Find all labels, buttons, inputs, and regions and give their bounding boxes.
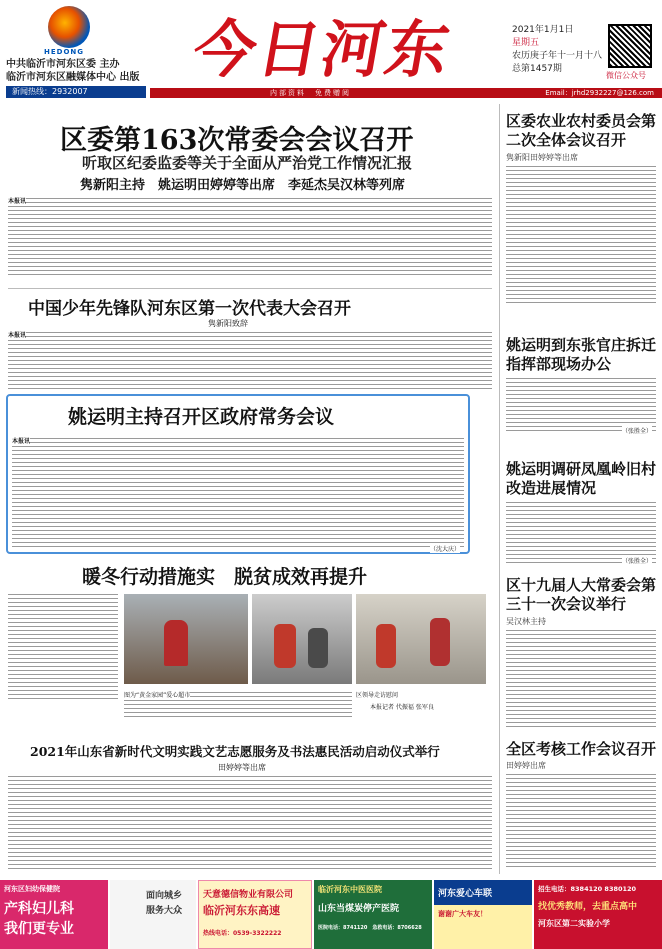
ad-property-line3: 热线电话：0539-3322222 — [203, 930, 282, 937]
culture-body-text — [8, 774, 492, 870]
youth-body-text — [8, 330, 492, 390]
gov-body-text — [12, 436, 464, 548]
newspaper-title: 今日河东 — [187, 13, 457, 86]
side-headline-5[interactable]: 全区考核工作会议召开 — [506, 740, 657, 758]
winter-caption-2: 区领导走访慰问 — [356, 692, 399, 699]
side-body-5 — [506, 772, 656, 868]
winter-photo-1 — [124, 594, 248, 684]
lead-subtitle: 听取区纪委监委等关于全面从严治党工作情况汇报 — [82, 154, 413, 172]
lead-kicker: 本报讯 — [8, 198, 27, 205]
ad-school[interactable] — [534, 880, 662, 949]
culture-headline[interactable]: 2021年山东省新时代文明实践文艺志愿服务及书法惠民活动启动仪式举行 — [30, 744, 440, 759]
side-body-4 — [506, 628, 656, 728]
ad-property[interactable] — [198, 880, 312, 949]
side-byline-5: 田婷婷出席 — [506, 761, 546, 770]
winter-reporter: 本报记者 代振福 张军良 — [370, 704, 434, 711]
date-box — [512, 24, 604, 76]
hedong-logo-icon — [48, 6, 90, 48]
side-byline-1: 隽新阳田婷婷等出席 — [506, 153, 578, 162]
side-body-1 — [506, 164, 656, 304]
side-headline-4[interactable]: 区十九届人大常委会第三十一次会议举行 — [506, 576, 657, 613]
gov-kicker: 本报讯 — [12, 438, 31, 445]
lunar-date: 农历庚子年十一月十八 — [512, 51, 603, 61]
ad-hospital[interactable] — [314, 880, 432, 949]
ad-school-line2: 找优秀教师，去重点高中 — [538, 902, 638, 912]
ad-service-line2: 服务大众 — [146, 906, 183, 916]
ad-car-line2: 谢谢广大车友！ — [438, 910, 487, 918]
ad-property-line1: 天意德信物业有限公司 — [203, 890, 294, 900]
logo-text: HEDONG — [44, 48, 85, 56]
email: Email：jrhd2932227@126.com — [545, 89, 654, 97]
ad-maternity-line3: 我们更专业 — [4, 921, 74, 937]
header-bar — [150, 88, 662, 98]
winter-headline[interactable]: 暖冬行动措施实 脱贫成效再提升 — [82, 566, 368, 588]
issue-number: 总第1457期 — [512, 64, 562, 74]
ad-hospital-line2: 山东当煤炭停产医院 — [318, 904, 400, 914]
ad-maternity-line1: 河东区妇幼保健院 — [4, 885, 60, 893]
gov-tag: （沈大庆） — [430, 546, 461, 553]
ad-hospital-line3: 医院电话：8741120 急救电话：8706628 — [318, 925, 422, 931]
lead-body-text — [8, 196, 492, 278]
winter-photo-2 — [252, 594, 352, 684]
weekday: 星期五 — [512, 38, 540, 48]
winter-photo-3 — [356, 594, 486, 684]
sponsor-line-1: 中共临沂市河东区委 主办 — [6, 59, 120, 70]
ad-car[interactable] — [434, 880, 532, 949]
sponsor-line-2: 临沂市河东区融媒体中心 出版 — [6, 72, 140, 83]
lead-headline[interactable]: 区委第163次常委会会议召开 — [60, 125, 414, 156]
gov-headline[interactable]: 姚运明主持召开区政府常务会议 — [68, 406, 335, 428]
youth-author: 隽新阳致辞 — [208, 319, 248, 328]
ad-maternity-line2: 产科妇儿科 — [4, 901, 74, 917]
ad-school-line3: 河东区第二实验小学 — [538, 919, 610, 928]
ad-property-line2: 临沂河东东高速 — [203, 904, 280, 917]
side-byline-4: 吴汉林主持 — [506, 617, 546, 626]
hotline: 新闻热线：2932007 — [6, 86, 146, 98]
side-tag-2: （张胜全） — [622, 428, 653, 435]
winter-body-text — [8, 592, 118, 700]
youth-kicker: 本报讯 — [8, 332, 27, 339]
culture-author: 田婷婷等出席 — [218, 763, 266, 772]
side-body-3 — [506, 500, 656, 564]
ad-service[interactable] — [110, 880, 196, 949]
side-headline-3[interactable]: 姚运明调研凤凰岭旧村改造进展情况 — [506, 460, 657, 497]
ad-school-line1: 招生电话：8384120 8380120 — [538, 885, 637, 893]
winter-caption-1: 图为“黄金家园”爱心超市 — [124, 692, 191, 699]
sponsor — [6, 58, 146, 84]
ad-hospital-line1: 临沂河东中医医院 — [318, 885, 382, 894]
lead-names: 隽新阳主持 姚运明田婷婷等出席 李延杰吴汉林等列席 — [80, 178, 406, 193]
section-rule — [8, 288, 492, 289]
youth-headline[interactable]: 中国少年先锋队河东区第一次代表大会召开 — [28, 299, 351, 319]
side-tag-3: （张胜全） — [622, 558, 653, 565]
column-divider — [499, 104, 500, 874]
wechat-label: 微信公众号 — [606, 71, 646, 80]
ad-car-line1: 河东爱心车联 — [434, 880, 532, 905]
side-headline-2[interactable]: 姚运明到东张官庄拆迁指挥部现场办公 — [506, 336, 657, 373]
ad-maternity[interactable] — [0, 880, 108, 949]
qr-code-icon — [608, 24, 652, 68]
issue-date: 2021年1月1日 — [512, 25, 574, 35]
slogan: 内部资料 免费赠阅 — [270, 89, 351, 97]
ad-service-line1: 面向城乡 — [146, 891, 183, 901]
side-headline-1[interactable]: 区委农业农村委员会第二次全体会议召开 — [506, 112, 657, 149]
